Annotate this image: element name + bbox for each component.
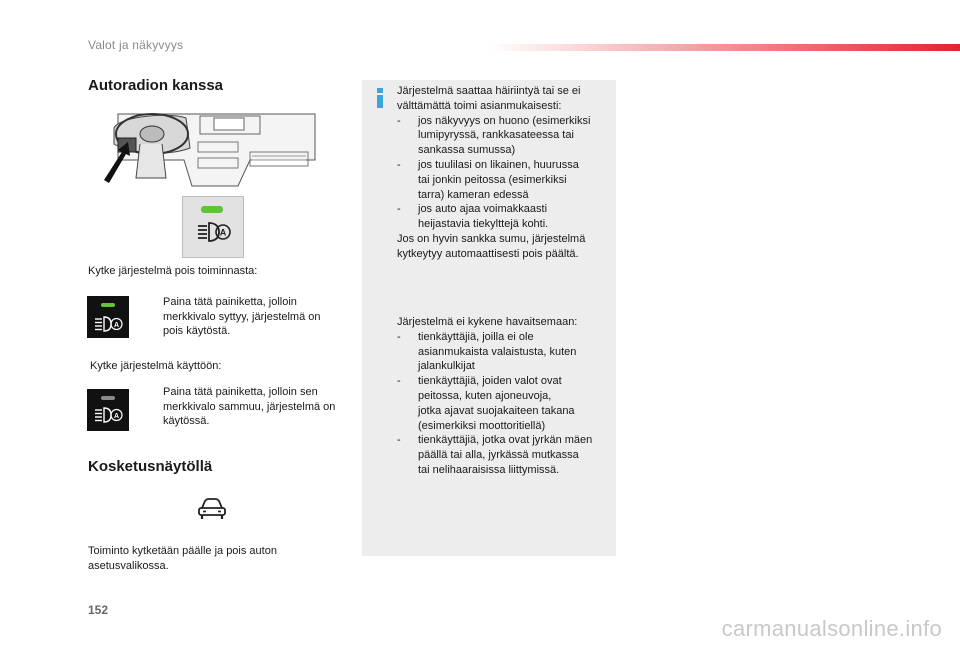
indicator-light-icon [201, 206, 223, 213]
section-header: Valot ja näkyvyys [88, 38, 184, 52]
svg-text:A: A [113, 412, 120, 420]
info-icon [374, 88, 386, 108]
info-list-item: - jos auto ajaa voimakkaasti [397, 203, 548, 216]
header-accent-bar [490, 44, 960, 51]
button-indicator-off-illustration [87, 389, 129, 431]
deactivate-step: Paina tätä painiketta, jolloin merkkivalo syttyy, järjestelmä on pois käytöstä. [163, 296, 321, 337]
info-block-1: Järjestelmä saattaa häiriintyä tai se ei välttämättä toimi asianmukaisesti: - jos näkyvyys on huono (esimerkiksi lumipyryssä, rankkasateessa tai sankassa sumussa) - jos tuulilasi on likainen, huurussa tai jonkin peitossa (esimerkiksi tarra) kameran edessä - jos auto ajaa voimakkaasti heijastavia tiekylttejä kohti. Jos on hyvin sankka sumu, järjestelmä kytkeytyy automaattisesti pois päältä. [397, 84, 612, 262]
page-number: 152 [88, 603, 109, 617]
info-list-item: - jos näkyvyys on huono (esimerkiksi [397, 114, 591, 127]
activate-label: Kytke järjestelmä käyttöön: [90, 360, 222, 372]
dashboard-illustration [100, 108, 322, 188]
info-list-item: - jos tuulilasi on likainen, huurussa [397, 158, 579, 171]
svg-text:A: A [113, 321, 120, 329]
info-block-2: Järjestelmä ei kykene havaitsemaan: - tienkäyttäjiä, joilla ei ole asianmukaista valaistusta, kuten jalankulkijat - tienkäyttäjiä, joiden valot ovat peitossa, kuten ajoneuvoja, jotka ajavat suojakaiteen takana (esimerkiksi moottoritiellä) - tienkäyttäjiä, jotka ovat jyrkän mäen päällä tai alla, jyrkässä mutkassa tai nelihaaraisissa liittymissä. [397, 315, 612, 478]
watermark: carmanualsonline.info [721, 616, 942, 641]
high-beam-assist-icon [197, 221, 231, 243]
activate-step: Paina tätä painiketta, jolloin sen merkkivalo sammuu, järjestelmä on käytössä. [163, 386, 336, 427]
deactivate-label: Kytke järjestelmä pois toiminnasta: [88, 265, 258, 277]
button-indicator-on-illustration [87, 296, 129, 338]
car-settings-icon [196, 497, 228, 521]
heading-radio: Autoradion kanssa [88, 77, 224, 94]
green-indicator-icon [101, 303, 115, 307]
grey-indicator-icon [101, 396, 115, 400]
heading-touchscreen: Kosketusnäytöllä [88, 458, 213, 475]
high-beam-assist-icon [95, 316, 123, 332]
info-list-item: - tienkäyttäjiä, jotka ovat jyrkän mäen [397, 434, 593, 447]
svg-text:A: A [219, 227, 227, 238]
high-beam-assist-icon [95, 407, 123, 423]
button-detail-illustration [182, 196, 244, 258]
info-list-item: - tienkäyttäjiä, joiden valot ovat [397, 375, 562, 388]
info-list-item: - tienkäyttäjiä, joilla ei ole [397, 330, 534, 343]
touchscreen-text: Toiminto kytketään päälle ja pois auton asetusvalikossa. [88, 545, 277, 572]
